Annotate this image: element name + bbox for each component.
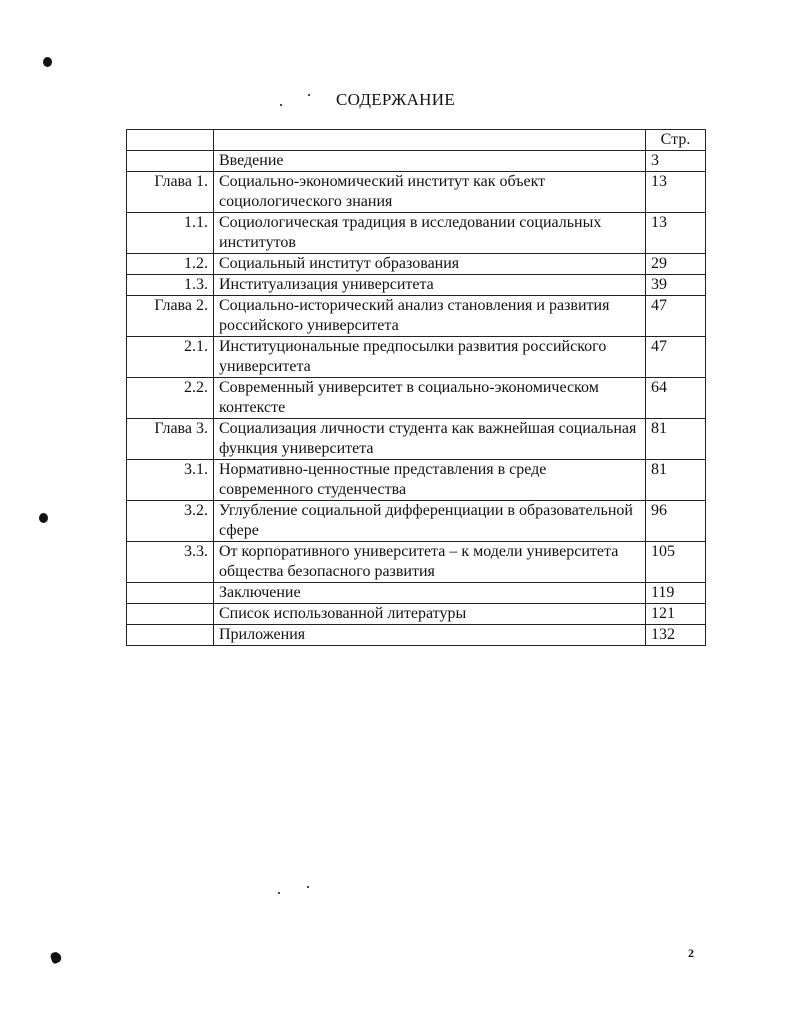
toc-section-number xyxy=(127,583,214,604)
toc-header-row xyxy=(127,130,706,151)
toc-page-number: 3 xyxy=(646,151,706,172)
toc-row xyxy=(127,501,706,542)
toc-section-title: Социально-экономический институт как объект социологического знания xyxy=(214,172,646,213)
toc-page-number: 96 xyxy=(646,501,706,542)
toc-page-number: 39 xyxy=(646,275,706,296)
toc-section-title: Институализация университета xyxy=(214,275,646,296)
toc-page-number: 105 xyxy=(646,542,706,583)
toc-section-number: Глава 3. xyxy=(127,419,214,460)
toc-row xyxy=(127,625,706,646)
toc-page-number: 64 xyxy=(646,378,706,419)
toc-row xyxy=(127,604,706,625)
toc-row xyxy=(127,583,706,604)
toc-row xyxy=(127,172,706,213)
toc-page-number: 81 xyxy=(646,419,706,460)
toc-section-number xyxy=(127,625,214,646)
table-of-contents xyxy=(126,129,706,646)
toc-section-title: Приложения xyxy=(214,625,646,646)
scan-speck xyxy=(278,892,280,894)
toc-row xyxy=(127,296,706,337)
toc-section-title: Современный университет в социально-экономическом контексте xyxy=(214,378,646,419)
toc-page-number: 121 xyxy=(646,604,706,625)
toc-row xyxy=(127,460,706,501)
toc-section-number: 2.2. xyxy=(127,378,214,419)
toc-page-number: 29 xyxy=(646,254,706,275)
toc-page-number: 132 xyxy=(646,625,706,646)
toc-section-number: 3.3. xyxy=(127,542,214,583)
toc-row xyxy=(127,151,706,172)
toc-page-number: 13 xyxy=(646,172,706,213)
toc-section-title: Углубление социальной дифференциации в образовательной сфере xyxy=(214,501,646,542)
toc-section-number: Глава 1. xyxy=(127,172,214,213)
toc-row xyxy=(127,254,706,275)
toc-row xyxy=(127,419,706,460)
toc-section-number: 1.3. xyxy=(127,275,214,296)
toc-section-title: Социально-исторический анализ становления и развития российского университета xyxy=(214,296,646,337)
toc-section-title: Социализация личности студента как важнейшая социальная функция университета xyxy=(214,419,646,460)
toc-header-num xyxy=(127,130,214,151)
page-number: 2 xyxy=(688,946,694,960)
toc-section-title: От корпоративного университета – к модели университета общества безопасного развития xyxy=(214,542,646,583)
scan-speck xyxy=(39,513,48,523)
toc-section-title: Введение xyxy=(214,151,646,172)
toc-row xyxy=(127,542,706,583)
toc-row xyxy=(127,213,706,254)
toc-header-page: Стр. xyxy=(646,130,706,151)
toc-row xyxy=(127,337,706,378)
toc-page-number: 47 xyxy=(646,337,706,378)
toc-page-number: 81 xyxy=(646,460,706,501)
toc-section-number: 2.1. xyxy=(127,337,214,378)
toc-section-number: 3.2. xyxy=(127,501,214,542)
toc-row xyxy=(127,378,706,419)
toc-section-number: 3.1. xyxy=(127,460,214,501)
toc-section-number: 1.1. xyxy=(127,213,214,254)
toc-section-title: Социальный институт образования xyxy=(214,254,646,275)
toc-section-title: Нормативно-ценностные представления в среде современного студенчества xyxy=(214,460,646,501)
page-title: СОДЕРЖАНИЕ xyxy=(335,90,456,109)
toc-section-number xyxy=(127,604,214,625)
scan-speck xyxy=(49,951,62,965)
toc-section-number: 1.2. xyxy=(127,254,214,275)
scan-speck xyxy=(307,886,309,888)
toc-page-number: 47 xyxy=(646,296,706,337)
toc-section-title: Институциональные предпосылки развития российского университета xyxy=(214,337,646,378)
toc-row xyxy=(127,275,706,296)
toc-section-number: Глава 2. xyxy=(127,296,214,337)
toc-section-title: Социологическая традиция в исследовании социальных институтов xyxy=(214,213,646,254)
toc-page-number: 13 xyxy=(646,213,706,254)
toc-header-title xyxy=(214,130,646,151)
scan-speck xyxy=(43,57,52,67)
toc-section-title: Заключение xyxy=(214,583,646,604)
toc-page-number: 119 xyxy=(646,583,706,604)
toc-section-title: Список использованной литературы xyxy=(214,604,646,625)
toc-section-number xyxy=(127,151,214,172)
